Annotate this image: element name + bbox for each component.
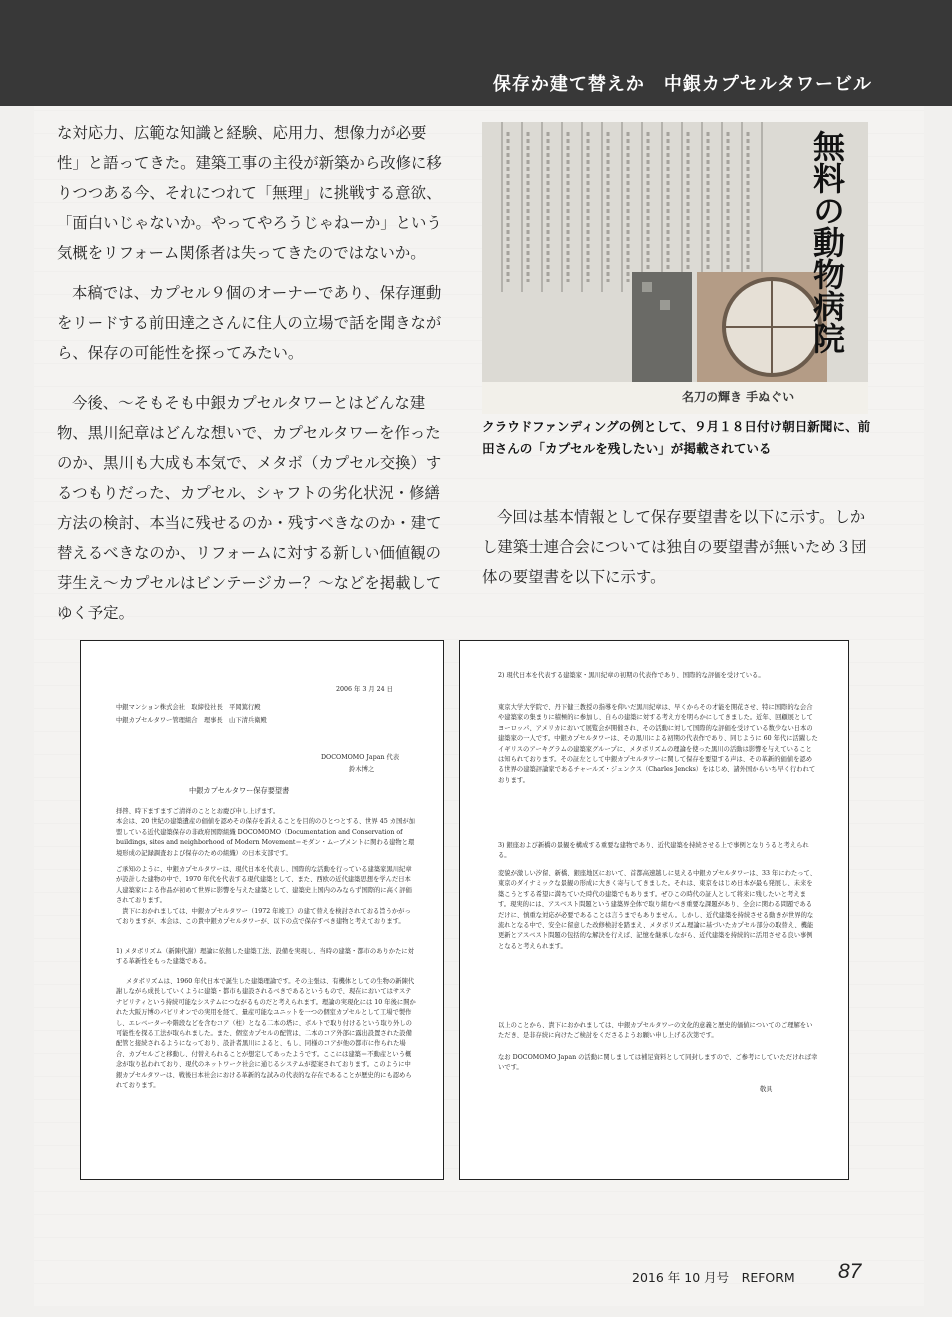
- letter-body-2: ご承知のように、中銀カプセルタワーは、現代日本を代表し、国際的な活動を行っている建築家黒川紀章が設計した建物の中で、1970 年代を代表する現代建築として、また、西欧の近代建築思想を学んだ日本人建築家による作品が初めて世界に影響を与えた建築として、建築史上国内のみならず国際的に高く評価されております。 貴下におかれましては、中銀カプセルタワー（1972 年竣工）の建て替えを検討されておる旨うかがっておりますが、本会は、この貴中銀カプセルタワーが、以下の点で保存すべき建物と考えております。: [116, 866, 412, 926]
- newspaper-bottom-line: 名刀の輝き 手ぬぐい: [682, 390, 795, 404]
- page-number: 87: [838, 1260, 862, 1283]
- footer-issue: 2016 年 10 月号 REFORM: [632, 1270, 795, 1285]
- letter-sender-name: 鈴木博之: [349, 766, 375, 773]
- letter2-closing: 敬具: [760, 1086, 773, 1093]
- newspaper-photo: [482, 122, 868, 414]
- right-paragraph: 今回は基本情報として保存要望書を以下に示す。しかし建築士連合会については独自の要望書が無いため３団体の要望書を以下に示す。: [482, 508, 867, 586]
- preservation-letter-page-1: [80, 640, 444, 1180]
- letter-recipient-1: 中銀マンション株式会社 取締役社長 平岡篤行殿: [116, 704, 261, 711]
- letter2-body-3: 変貌が激しい汐留、新橋、銀座地区において、首都高速越しに見える中銀カプセルタワーは、33 年にわたって、東京のダイナミックな景観の形成に大きく寄与してきました。それは、東京をはじめ日本が最も発展し、未来を築こうとする希望に満ちていた時代の建築でもあります。ぜひこの時代の証人として将来に残したいと考えます。現実的には、アスベスト問題という建築界全体で取り組むべき重要な課題があり、全会に関わる問題であるだけに、慎重な対応が必要であることは言うまでもありません。しかし、近代建築を持続させる動きが世界的な流れとなる中で、安全に留意した改修検討を踏まえ、メタボリズム理論に基づいたカプセル部分の取替え、機能更新とアスベスト問題の包括的な解決を行えば、記憶を継承しながら、近代建築を持続的に活用させる良い事例となると考えられます。: [498, 870, 816, 950]
- newspaper-headline: 無料の動物病院: [808, 130, 846, 354]
- letter2-conclusion: 以上のことから、貴下におかれましては、中銀カプセルタワーの文化的意義と歴史的価値についてのご理解をいただき、是非存続に向けたご検討をくださるようお願い申し上げる次第です。: [498, 1022, 813, 1040]
- intro-paragraph-1: な対応力、広範な知識と経験、応用力、想像力が必要性」と語ってきた。建築工事の主役が新築から改修に移りつつある今、それにつれて「無理」に挑戦する意欲、「面白いじゃないか。やってやろうじゃねーか」という気概をリフォーム関係者は失ってきたのではないか。: [57, 124, 442, 262]
- letter2-note: なお DOCOMOMO Japan の活動に関しましては補足資料として同封しますので、ご参考にしていただければ幸いです。: [498, 1054, 818, 1072]
- preservation-letter-page-2: [459, 640, 849, 1180]
- letter-sender-org: DOCOMOMO Japan 代表: [321, 754, 400, 761]
- letter2-point-2: 2) 現代日本を代表する建築家・黒川紀章の初期の代表作であり、国際的な評価を受けている。: [498, 672, 765, 679]
- letter-body-1: 拝啓、時下ますますご清祥のこととお慶び申し上げます。 本会は、20 世紀の建築遺産の価値を認めその保存を訴えることを目的のひとつとする、世界 45 カ国が加盟している近代建築保存の非政府国際組織 DOCOMOMO（Documentation and Conservation of buildings, sites and neighborhood of Modern Movement＝モダン・ムーブメントに関わる建物と環境形成の記録調査および保存のための組織）の日本支部です。: [116, 808, 415, 857]
- page-title: 保存か建て替えか 中銀カプセルタワービル: [492, 74, 872, 95]
- letter-title: 中銀カプセルタワー保存要望書: [189, 786, 290, 795]
- letter2-point-3: 3) 銀座および新橋の景観を構成する重要な建物であり、近代建築を持続させる上で事例となりうると考えられる。: [498, 842, 809, 860]
- photo-caption: クラウドファンディングの例として、９月１８日付け朝日新聞に、前田さんの「カプセルを残したい」が掲載されている: [482, 419, 871, 456]
- intro-paragraph-3: 今後、〜そもそも中銀カプセルタワーとはどんな建物、黒川紀章はどんな想いで、カプセルタワーを作ったのか、黒川も大成も本気で、メタボ（カプセル交換）するつもりだった、カプセル、シャフトの劣化状況・修繕方法の検討、本当に残せるのか・残すべきなのか・建て替えるべきなのか、リフォームに対する新しい価値観の芽生え〜カプセルはビンテージカー？〜などを掲載してゆく予定。: [57, 394, 442, 622]
- intro-paragraph-2: 本稿では、カプセル９個のオーナーであり、保存運動をリードする前田達之さんに住人の立場で話を聞きながら、保存の可能性を探ってみたい。: [57, 284, 442, 362]
- letter-body-4: メタボリズムは、1960 年代日本で誕生した建築理論です。その主張は、有機体としての生物の新陳代謝しながら成長していくように建築・都市も建設されるべきであるというもので、現在においてはサステナビリティという持続可能なシステムにつながるものだと考えられます。理論の実現化には 10 年後に開かれた大阪万博のパビリオンでの実用を経て、量産可能なユニットを一つの個室カプセルとして工場で製作し、エレベーターや階段などを含むコア（柱）となる二本の塔に、ボルトで取り付けるという取り外しの可能性を探る工法が取られました。また、個室カプセルの配管は、二本のコア外部に露出設置された設備配管と接続されるようになっており、設計者黒川によると、もし、同様のコアが他の都市に作られた場合、カプセルごと移動し、付替えられることが想定してあったようです。ここには建築＝不動産という概念が取り払われており、現代のネットワーク社会に通じるシステムが提案されております。このように中銀カプセルタワーは、戦後日本社会における革新的な試みの代表的な存在であることが歴史的にも認められております。: [116, 978, 416, 1090]
- letter-body-3: 1) メタボリズム（新陳代謝）理論に依拠した建築工法、設備を実現し、当時の建築・都市のありかたに対する革新性をもった建築である。: [116, 948, 414, 966]
- letter-recipient-2: 中銀カプセルタワー管理組合 理事長 山下清兵衛殿: [116, 717, 267, 724]
- letter2-body-2: 東京大学大学院で、丹下健三教授の指導を仰いだ黒川紀章は、早くからその才能を開花させ、特に国際的な会合や建築家の集まりに積極的に参加し、自らの建築に対する考え方を明らかにしてきました。近年、回顧展としてヨーロッパ、アメリカにおいて展覧会が開催され、その活動に対して国際的な評価を受けている数少ない日本の建築家の一人です。中銀カプセルタワーは、その黒川による初期の代表作であり、同じように 60 年代に活躍したイギリスのアーキグラムの建築家グループに、メタボリズムの理論を使った黒川の活動は影響を与えていることは知られております。その証左として中銀カプセルタワーに関して保存を要望する声は、その革新的価値を認める世界の建築評論家であるチャールズ・ジェンクス（Charles Jencks）をはじめ、諸外国からいち早く行われております。: [498, 704, 818, 784]
- letter-date: 2006 年 3 月 24 日: [336, 686, 393, 693]
